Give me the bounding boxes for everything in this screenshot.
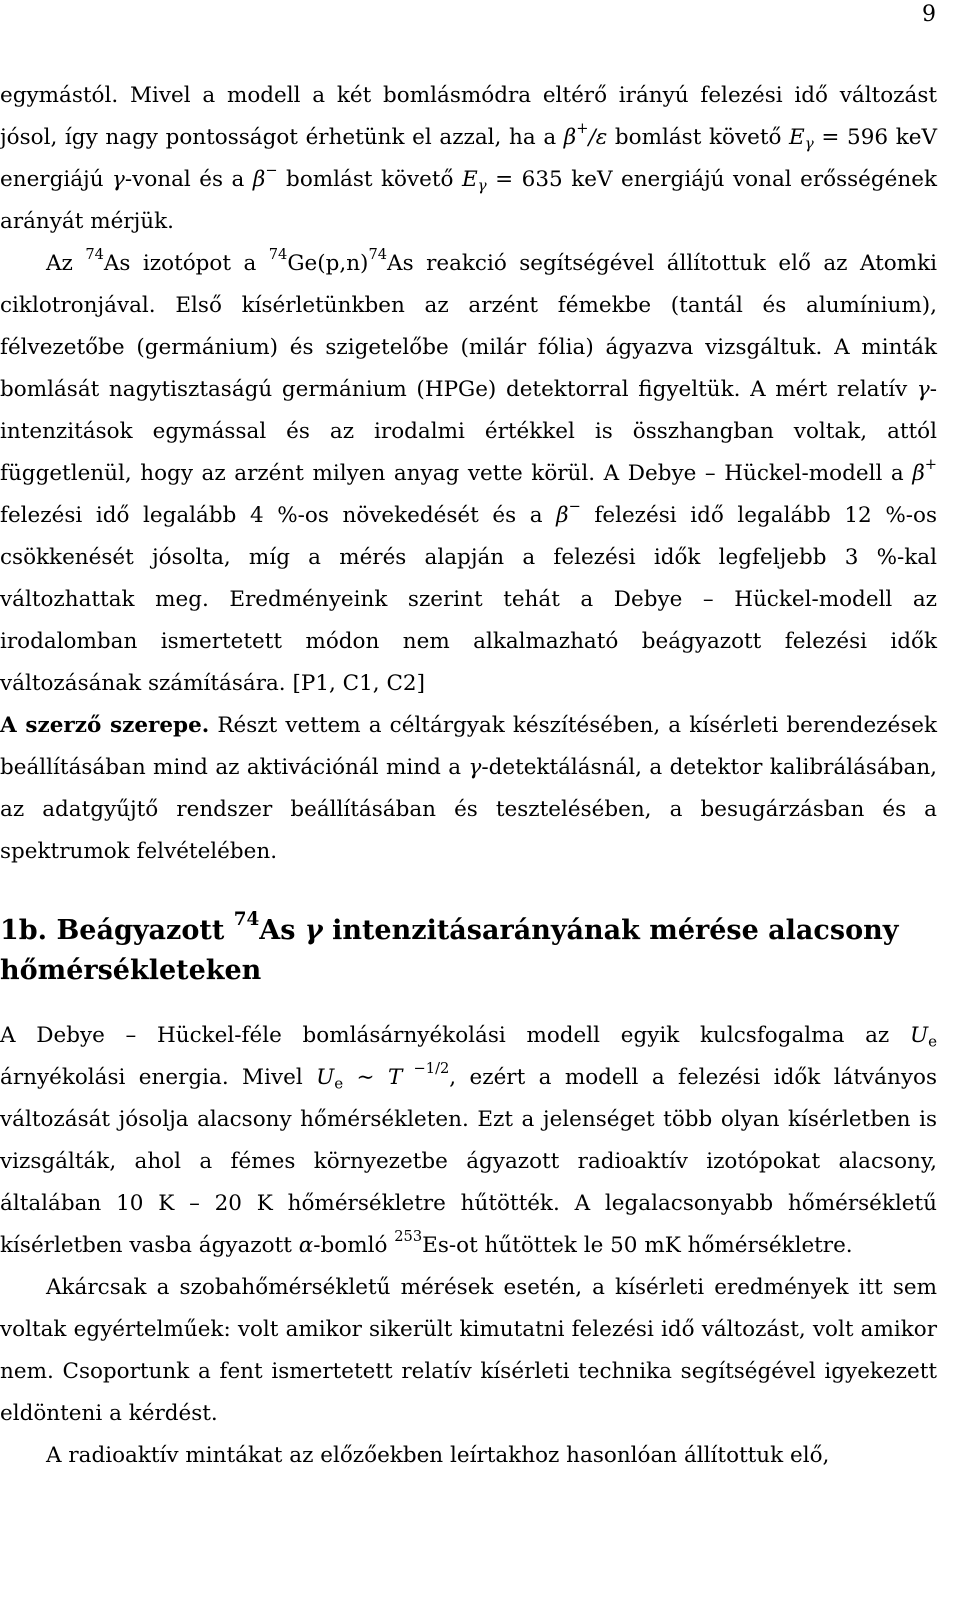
paragraph-results-ambiguous: Akárcsak a szobahőmérsékletű mérések esetén, a kísérleti eredmények itt sem voltak egyértelműek: volt amikor sikerült kimutatni felezési idő változást, volt amikor nem. Csoportunk a fent ismertetett relatív kísérleti technika segítségével igyekezett eldönteni a kérdést.	[0, 1275, 937, 1426]
section-heading-1b: 1b. Beágyazott $^{74}$As γ intenzitásarányának mérése alacsony hőmérsékleteken	[0, 909, 899, 986]
paragraph-experiment: Az $^{74}$As izotópot a $^{74}Ge(p,n)^{74}As$ reakció segítségével állítottuk elő az Atomki ciklotronjával. Első kísérletünkben az arzént fémekbe (tantál és alumínium), félvezetőbe (germánium) és szigetelőbe (milár fólia) ágyazva vizsgáltuk. A minták bomlását nagytisztaságú germánium (HPGe) detektorral figyeltük. A mért relatív γ-intenzitások egymással és az irodalmi értékkel is összhangban voltak, attól függetlenül, hogy az arzént milyen anyag vette körül. A Debye – Hückel-modell a β+ felezési idő legalább 4 %-os növekedését és a β− felezési idő legalább 12 %-os csökkenését jósolta, míg a mérés alapján a felezési idők legfeljebb 3 %-kal változhattak meg. Eredményeink szerint tehát a Debye – Hückel-modell az irodalomban ismertetett módon nem alkalmazható beágyazott felezési idők változásának számítására. [P1, C1, C2]	[0, 246, 937, 696]
page-body	[0, 75, 937, 1477]
paragraph-author-role: A szerző szerepe. Részt vettem a céltárgyak készítésében, a kísérleti berendezések beállításában mind az aktivációnál mind a γ-detektálásnál, a detektor kalibrálásában, az adatgyűjtő rendszer beállításában és tesztelésében, a besugárzásban és a spektrumok felvételében.	[0, 713, 938, 864]
paragraph-screening-model: A Debye – Hückel-féle bomlásárnyékolási modell egyik kulcsfogalma az $U_e$ árnyékolási energia. Mivel $U_e$ ∼ T $^{-1/2}$, ezért a modell a felezési idők látványos változását jósolja alacsony hőmérsékleten. Ezt a jelenséget több olyan kísérletben is vizsgálták, ahol a fémes környezetbe ágyazott radioaktív izotópokat alacsony, általában 10 K – 20 K hőmérsékletre hűtötték. A legalacsonyabb hőmérsékletű kísérletben vasba ágyazott α-bomló $^{253}$Es-ot hűtöttek le 50 mK hőmérsékletre.	[0, 1023, 937, 1258]
paragraph-decay-modes: egymástól. Mivel a modell a két bomlásmódra eltérő irányú felezési idő változást jósol, így nagy pontosságot érhetünk el azzal, ha a β+/ε bomlást követő $E_\gamma = 596$ keV energiájú γ-vonal és a β− bomlást követő $E_\gamma = 635$ keV energiájú vonal erősségének arányát mérjük.	[0, 83, 937, 234]
paragraph-samples: A radioaktív mintákat az előzőekben leírtakhoz hasonlóan állítottuk elő,	[46, 1443, 830, 1468]
author-role-heading: A szerző szerepe.	[0, 713, 210, 738]
page-number: 9	[922, 2, 936, 27]
